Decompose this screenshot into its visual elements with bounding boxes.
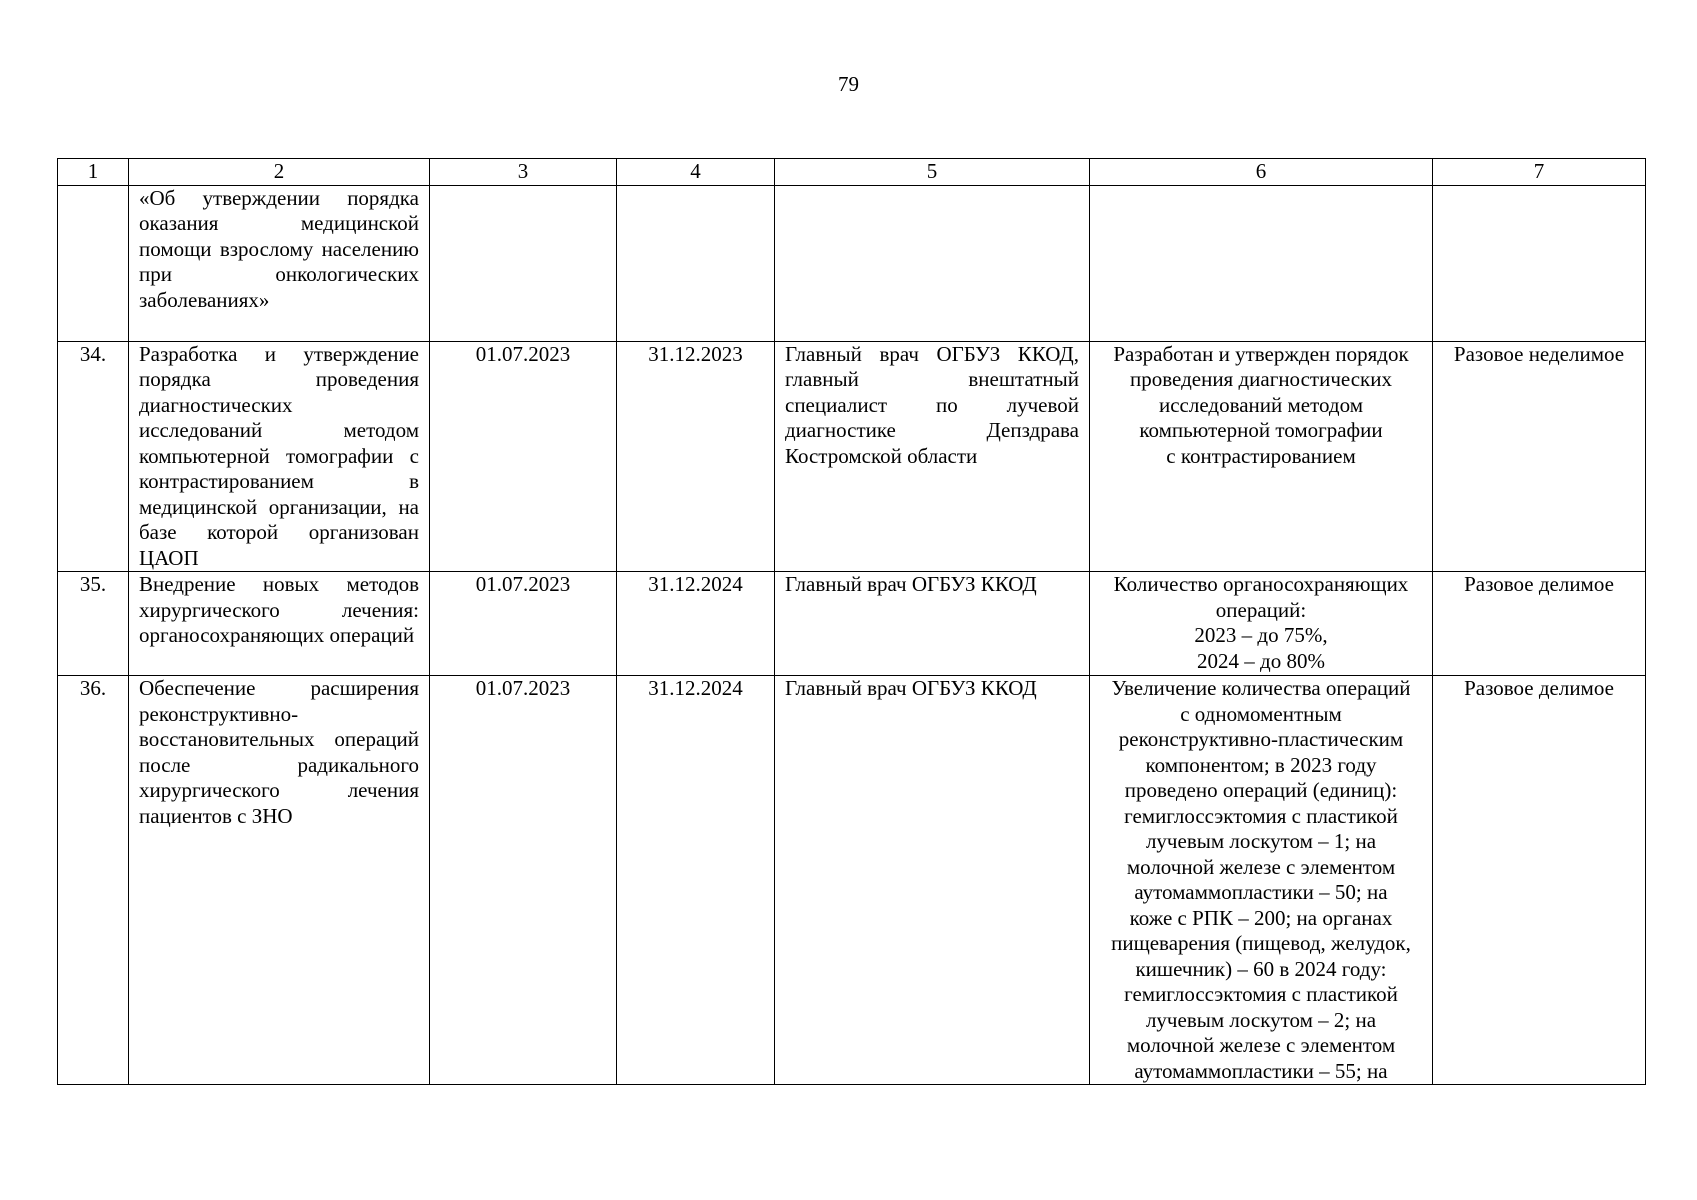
result-type: Разовое неделимое xyxy=(1433,341,1646,572)
result-line: исследований методом xyxy=(1159,392,1363,417)
result-line: проведения диагностических xyxy=(1130,367,1392,391)
result-line: проведено операций (единиц): xyxy=(1124,778,1398,802)
result-line: молочной железе с элементом xyxy=(1126,1033,1396,1057)
responsible-person: Главный врач ОГБУЗ ККОД xyxy=(775,676,1090,1085)
result-line: компонентом; в 2023 году xyxy=(1145,752,1377,777)
expected-result xyxy=(1090,341,1433,572)
result-line: 2024 – до 80% xyxy=(1197,648,1325,673)
table-row xyxy=(58,676,1646,1085)
result-type: Разовое делимое xyxy=(1433,676,1646,1085)
column-number-1: 1 xyxy=(58,159,129,186)
result-type xyxy=(1433,185,1646,341)
page-number: 79 xyxy=(838,72,859,96)
column-number-7: 7 xyxy=(1433,159,1646,186)
result-line: гемиглоссэктомия с пластикой xyxy=(1124,803,1398,828)
row-number xyxy=(58,185,129,341)
row-number: 35. xyxy=(58,572,129,676)
column-numbers-row xyxy=(58,159,1646,186)
start-date: 01.07.2023 xyxy=(430,341,617,572)
result-line: с одномоментным xyxy=(1180,701,1342,726)
result-line: кишечник) – 60 в 2024 году: xyxy=(1135,956,1387,981)
column-number-5: 5 xyxy=(775,159,1090,186)
row-number: 36. xyxy=(58,676,129,1085)
column-number-3: 3 xyxy=(430,159,617,186)
expected-result xyxy=(1090,676,1433,1085)
column-number-2: 2 xyxy=(129,159,430,186)
end-date: 31.12.2024 xyxy=(617,676,775,1085)
result-line: Разработан и утвержден порядок xyxy=(1113,341,1409,366)
result-type: Разовое делимое xyxy=(1433,572,1646,676)
expected-result xyxy=(1090,572,1433,676)
activities-table xyxy=(57,158,1646,1085)
result-line: с контрастированием xyxy=(1166,443,1356,468)
result-line: Количество органосохраняющих xyxy=(1113,572,1409,596)
responsible-person: Главный врач ОГБУЗ ККОД, главный внештатный специалист по лучевой диагностике Депздрава Костромской области xyxy=(775,341,1090,572)
column-number-4: 4 xyxy=(617,159,775,186)
activity-name: Обеспечение расширения реконструктивно-восстановительных операций после радикального хирургического лечения пациентов с ЗНО xyxy=(129,676,430,1085)
result-line: аутомаммопластики – 55; на xyxy=(1134,1058,1388,1083)
result-line: пищеварения (пищевод, желудок, xyxy=(1111,931,1411,955)
start-date: 01.07.2023 xyxy=(430,676,617,1085)
start-date: 01.07.2023 xyxy=(430,572,617,676)
result-line: молочной железе с элементом xyxy=(1126,854,1396,879)
end-date xyxy=(617,185,775,341)
activity-name: Внедрение новых методов хирургического лечения: органосохраняющих операций xyxy=(129,572,430,676)
end-date: 31.12.2024 xyxy=(617,572,775,676)
activity-name: «Об утверждении порядка оказания медицинской помощи взрослому населению при онкологических заболеваниях» xyxy=(129,185,430,341)
result-line: 2023 – до 75%, xyxy=(1194,623,1328,647)
start-date xyxy=(430,185,617,341)
column-number-6: 6 xyxy=(1090,159,1433,186)
result-line: лучевым лоскутом – 1; на xyxy=(1145,829,1377,853)
end-date: 31.12.2023 xyxy=(617,341,775,572)
result-line: Увеличение количества операций xyxy=(1111,676,1411,700)
table-row xyxy=(58,572,1646,676)
result-line: лучевым лоскутом – 2; на xyxy=(1145,1007,1377,1032)
result-line: гемиглоссэктомия с пластикой xyxy=(1124,982,1398,1006)
responsible-person: Главный врач ОГБУЗ ККОД xyxy=(775,572,1090,676)
result-line: компьютерной томографии xyxy=(1139,418,1383,442)
result-line: реконструктивно-пластическим xyxy=(1118,727,1404,751)
result-line: аутомаммопластики – 50; на xyxy=(1134,880,1388,904)
table-row xyxy=(58,185,1646,341)
result-line: коже с РПК – 200; на органах xyxy=(1129,905,1393,930)
row-number: 34. xyxy=(58,341,129,572)
responsible-person xyxy=(775,185,1090,341)
expected-result xyxy=(1090,185,1433,341)
table-row xyxy=(58,341,1646,572)
activity-name: Разработка и утверждение порядка проведения диагностических исследований методом компьютерной томографии с контрастированием в медицинской организации, на базе которой организован ЦАОП xyxy=(129,341,430,572)
result-line: операций: xyxy=(1215,597,1307,622)
